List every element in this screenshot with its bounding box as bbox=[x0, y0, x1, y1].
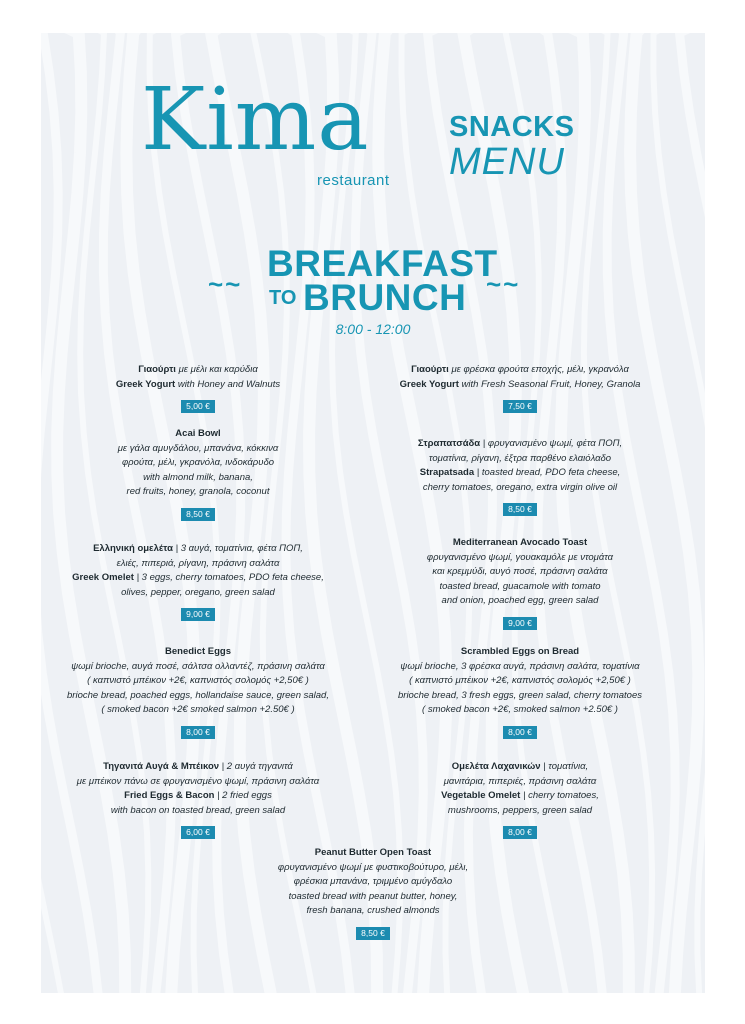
item-description-text: mushrooms, peppers, green salad bbox=[447, 804, 593, 816]
item-description-text: τοματίνια, ρίγανη, έξτρα παρθένο ελαιόλαδο bbox=[428, 452, 612, 464]
item-description-text: μανιτάρια, πιπεριές, πράσινη σαλάτα bbox=[443, 775, 597, 787]
menu-item-strapatsada bbox=[375, 437, 665, 518]
price-badge: 9,00 € bbox=[503, 617, 537, 630]
item-description-text: with almond milk, banana, bbox=[143, 471, 253, 483]
menu-title-line2: MENU bbox=[449, 141, 565, 183]
item-line bbox=[53, 586, 343, 601]
price-badge: 8,00 € bbox=[503, 726, 537, 739]
item-line bbox=[375, 378, 665, 393]
item-description-text: | 3 αυγά, τοματίνια, φέτα ΠΟΠ, bbox=[172, 543, 303, 554]
item-line bbox=[53, 689, 343, 704]
item-description-text: φρυγανισμένο ψωμί με φυστικοβούτυρο, μέλι, bbox=[277, 861, 469, 873]
item-line bbox=[53, 442, 343, 457]
item-line bbox=[375, 775, 665, 790]
item-name-text: Ομελέτα Λαχανικών bbox=[451, 761, 541, 772]
item-description-text: με μπέικον πάνω σε φρυγανισμένο ψωμί, πράσινη σαλάτα bbox=[76, 775, 320, 787]
item-name-text: Fried Eggs & Bacon bbox=[124, 790, 215, 802]
price-badge: 9,00 € bbox=[181, 608, 215, 621]
menu-item-peanut-butter-toast bbox=[228, 846, 518, 942]
item-description-text: ( smoked bacon +2€, smoked salmon +2.50€ ) bbox=[422, 704, 618, 716]
item-name-text: Mediterranean Avocado Toast bbox=[452, 537, 588, 548]
item-line bbox=[375, 466, 665, 481]
item-line bbox=[375, 452, 665, 467]
item-line bbox=[375, 689, 665, 704]
item-line bbox=[53, 427, 343, 442]
item-name-text: Γιαούρτι bbox=[411, 364, 449, 375]
item-description-text: | cherry tomatoes, bbox=[520, 790, 599, 802]
item-description-text: με μέλι και καρύδια bbox=[175, 364, 258, 375]
item-line bbox=[53, 660, 343, 675]
item-description-text: ( smoked bacon +2€ smoked salmon +2.50€ ) bbox=[101, 704, 295, 716]
item-description-text: with Fresh Seasonal Fruit, Honey, Granola bbox=[458, 378, 641, 390]
price-badge: 7,50 € bbox=[503, 400, 537, 413]
item-description-text: brioche bread, 3 fresh eggs, green salad, cherry tomatoes bbox=[398, 689, 642, 701]
item-name-text: Vegetable Omelet bbox=[441, 790, 521, 802]
item-name-text: Greek Yogurt bbox=[115, 378, 176, 390]
item-description-text: | 2 αυγά τηγανιτά bbox=[219, 761, 293, 772]
menu-item-acai-bowl bbox=[53, 427, 343, 523]
item-line bbox=[375, 804, 665, 819]
menu-item-vegetable-omelet bbox=[375, 760, 665, 841]
item-line bbox=[375, 580, 665, 595]
item-name-text: Greek Omelet bbox=[72, 572, 134, 584]
item-line bbox=[375, 437, 665, 452]
item-line bbox=[53, 542, 343, 557]
item-description-text: red fruits, honey, granola, coconut bbox=[126, 486, 270, 498]
menu-item-greek-yogurt-honey bbox=[53, 363, 343, 415]
menu-item-avocado-toast bbox=[375, 536, 665, 632]
item-line bbox=[53, 471, 343, 486]
item-name-text: Benedict Eggs bbox=[165, 646, 231, 657]
menu-item-scrambled-eggs bbox=[375, 645, 665, 741]
menu-title-line1: SNACKS bbox=[449, 111, 575, 143]
item-description-text: και κρεμμύδι, αυγό ποσέ, πράσινη σαλάτα bbox=[432, 566, 608, 578]
menu-content bbox=[41, 33, 705, 993]
item-line bbox=[228, 875, 518, 890]
item-description-text: ( καπνιστό μπέικον +2€, καπνιστός σολομός +2,50€ ) bbox=[409, 675, 631, 687]
item-description-text: | 2 fried eggs bbox=[214, 790, 272, 802]
item-name-text: Τηγανιτά Αυγά & Μπέικον bbox=[103, 761, 220, 772]
item-description-text: με γάλα αμυγδάλου, μπανάνα, κόκκινα bbox=[117, 442, 279, 454]
item-line bbox=[53, 804, 343, 819]
price-badge: 8,50 € bbox=[356, 927, 390, 940]
item-line bbox=[228, 846, 518, 861]
menu-sheet bbox=[41, 33, 705, 993]
item-line bbox=[375, 481, 665, 496]
item-line bbox=[53, 571, 343, 586]
item-name-text: Scrambled Eggs on Bread bbox=[460, 646, 580, 657]
price-badge: 8,50 € bbox=[503, 503, 537, 516]
price-badge: 8,00 € bbox=[181, 726, 215, 739]
item-description-text: toasted bread with peanut butter, honey, bbox=[288, 890, 458, 902]
item-name-text: Στραπατσάδα bbox=[417, 438, 481, 449]
item-description-text: φρυγανισμένο ψωμί, γουακαμόλε με ντομάτα bbox=[426, 551, 614, 563]
item-line bbox=[53, 557, 343, 572]
item-line bbox=[375, 703, 665, 718]
item-description-text: and onion, poached egg, green salad bbox=[441, 595, 599, 607]
item-line bbox=[375, 551, 665, 566]
price-badge: 5,00 € bbox=[181, 400, 215, 413]
item-line bbox=[53, 703, 343, 718]
item-description-text: | 3 eggs, cherry tomatoes, PDO feta cheese, bbox=[133, 572, 324, 584]
item-description-text: olives, pepper, oregano, green salad bbox=[121, 586, 275, 598]
item-name-text: Γιαούρτι bbox=[138, 364, 176, 375]
restaurant-logo-subtitle: restaurant bbox=[317, 172, 390, 189]
item-description-text: with bacon on toasted bread, green salad bbox=[110, 804, 286, 816]
item-description-text: fresh banana, crushed almonds bbox=[306, 905, 440, 917]
tilde-decoration-right: ~~ bbox=[486, 269, 521, 299]
item-description-text: ( καπνιστό μπέικον +2€, καπνιστός σολομός +2,50€ ) bbox=[87, 675, 309, 687]
item-description-text: with Honey and Walnuts bbox=[175, 378, 281, 390]
item-description-text: | φρυγανισμένο ψωμί, φέτα ΠΟΠ, bbox=[480, 438, 623, 449]
item-line bbox=[53, 485, 343, 500]
item-line bbox=[53, 789, 343, 804]
item-line bbox=[53, 456, 343, 471]
item-line bbox=[375, 363, 665, 378]
tilde-decoration-left: ~~ bbox=[208, 269, 243, 299]
item-name-text: Peanut Butter Open Toast bbox=[314, 847, 432, 858]
item-line bbox=[375, 565, 665, 580]
item-line bbox=[228, 890, 518, 905]
item-line bbox=[53, 645, 343, 660]
item-description-text: | τοματίνια, bbox=[540, 761, 589, 772]
restaurant-logo: Kima bbox=[141, 70, 370, 170]
menu-item-fried-eggs-bacon bbox=[53, 760, 343, 841]
menu-item-greek-omelet bbox=[53, 542, 343, 623]
section-title-brunch: BRUNCH bbox=[303, 277, 467, 318]
item-line bbox=[375, 760, 665, 775]
item-line bbox=[375, 594, 665, 609]
item-line bbox=[53, 775, 343, 790]
item-description-text: φρέσκια μπανάνα, τριμμένο αμύγδαλο bbox=[293, 876, 453, 888]
section-hours: 8:00 - 12:00 bbox=[335, 321, 411, 337]
item-description-text: | toasted bread, PDO feta cheese, bbox=[474, 467, 621, 479]
item-description-text: με φρέσκα φρούτα εποχής, μέλι, γκρανόλα bbox=[448, 364, 629, 375]
menu-item-benedict-eggs bbox=[53, 645, 343, 741]
item-description-text: ψωμί brioche, αυγά ποσέ, σάλτσα ολλαντέζ, πράσινη σαλάτα bbox=[71, 660, 325, 672]
item-line bbox=[53, 363, 343, 378]
item-line bbox=[228, 861, 518, 876]
price-badge: 8,00 € bbox=[503, 826, 537, 839]
item-name-text: Acai Bowl bbox=[175, 428, 221, 439]
item-line bbox=[53, 378, 343, 393]
item-line bbox=[375, 660, 665, 675]
section-title-to: TO bbox=[269, 287, 297, 309]
item-description-text: φρούτα, μέλι, γκρανόλα, ινδοκάρυδο bbox=[121, 457, 275, 469]
item-name-text: Strapatsada bbox=[419, 467, 475, 479]
item-line bbox=[375, 674, 665, 689]
item-line bbox=[228, 904, 518, 919]
item-line bbox=[375, 645, 665, 660]
price-badge: 6,00 € bbox=[181, 826, 215, 839]
item-name-text: Ελληνική ομελέτα bbox=[93, 543, 173, 554]
item-line bbox=[53, 674, 343, 689]
item-name-text: Greek Yogurt bbox=[399, 378, 459, 390]
item-line bbox=[375, 536, 665, 551]
item-line bbox=[53, 760, 343, 775]
price-badge: 8,50 € bbox=[181, 508, 215, 521]
item-description-text: toasted bread, guacamole with tomato bbox=[439, 580, 601, 592]
item-description-text: ψωμί brioche, 3 φρέσκα αυγά, πράσινη σαλάτα, τοματίνια bbox=[400, 660, 640, 672]
section-title-breakfast: BREAKFAST bbox=[267, 243, 498, 284]
item-line bbox=[375, 789, 665, 804]
item-description-text: cherry tomatoes, oregano, extra virgin olive oil bbox=[422, 481, 618, 493]
menu-item-greek-yogurt-fruit bbox=[375, 363, 665, 415]
item-description-text: ελιές, πιπεριά, ρίγανη, πράσινη σαλάτα bbox=[116, 557, 280, 569]
item-description-text: brioche bread, poached eggs, hollandaise sauce, green salad, bbox=[67, 689, 329, 701]
